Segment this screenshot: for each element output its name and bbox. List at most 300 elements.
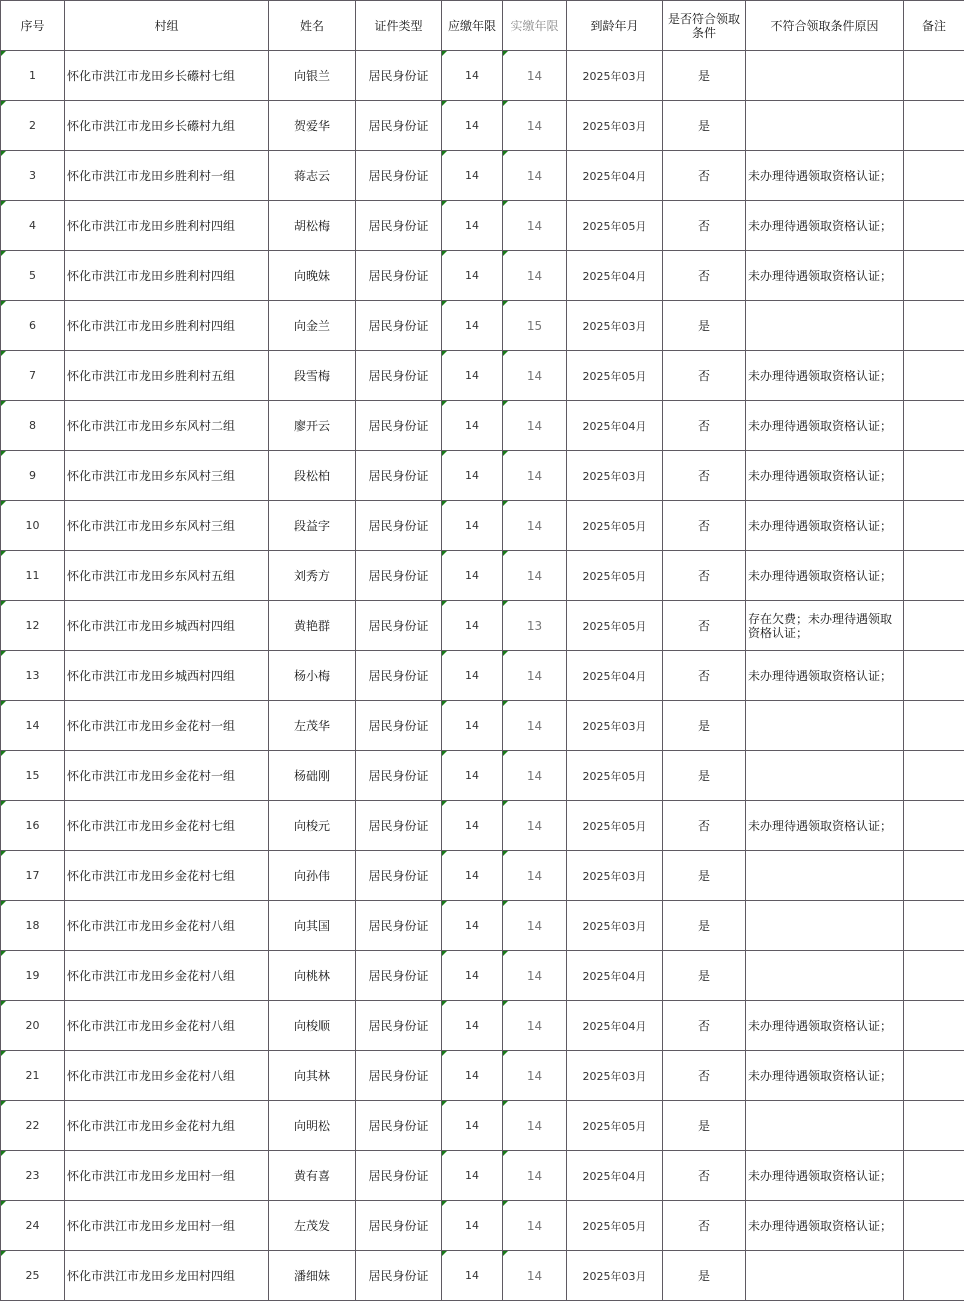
cell-village[interactable] bbox=[65, 351, 269, 401]
cell-serial[interactable] bbox=[1, 851, 65, 901]
cell-village[interactable] bbox=[65, 601, 269, 651]
cell-reason[interactable] bbox=[746, 151, 904, 201]
cell-paid-years[interactable] bbox=[503, 351, 567, 401]
cell-paid-years[interactable] bbox=[503, 201, 567, 251]
cell-required-years[interactable] bbox=[442, 201, 503, 251]
cell-required-years[interactable] bbox=[442, 1001, 503, 1051]
cell-paid-years-text: 14 bbox=[526, 368, 543, 383]
cell-serial[interactable] bbox=[1, 1201, 65, 1251]
cell-id-type[interactable] bbox=[356, 401, 442, 451]
cell-eligible[interactable] bbox=[663, 951, 746, 1001]
cell-village[interactable] bbox=[65, 701, 269, 751]
cell-reason[interactable] bbox=[746, 601, 904, 651]
cell-serial-text: 6 bbox=[29, 319, 36, 332]
cell-id-type[interactable] bbox=[356, 251, 442, 301]
cell-name[interactable] bbox=[269, 451, 356, 501]
cell-id-type[interactable] bbox=[356, 1101, 442, 1151]
cell-eligible[interactable] bbox=[663, 301, 746, 351]
cell-id-type[interactable] bbox=[356, 801, 442, 851]
cell-name[interactable] bbox=[269, 801, 356, 851]
cell-note[interactable] bbox=[904, 1051, 964, 1101]
number-as-text-marker-icon bbox=[1, 101, 6, 106]
cell-note[interactable] bbox=[904, 851, 964, 901]
cell-name[interactable] bbox=[269, 501, 356, 551]
cell-id-type[interactable] bbox=[356, 951, 442, 1001]
cell-age-month[interactable] bbox=[567, 1201, 663, 1251]
cell-eligible[interactable] bbox=[663, 651, 746, 701]
cell-id-type[interactable] bbox=[356, 351, 442, 401]
cell-paid-years[interactable] bbox=[503, 701, 567, 751]
cell-paid-years-text: 14 bbox=[526, 1218, 543, 1233]
cell-village[interactable] bbox=[65, 401, 269, 451]
cell-note[interactable] bbox=[904, 1101, 964, 1151]
cell-name[interactable] bbox=[269, 701, 356, 751]
cell-required-years[interactable] bbox=[442, 1201, 503, 1251]
cell-id-type[interactable] bbox=[356, 701, 442, 751]
cell-paid-years[interactable] bbox=[503, 751, 567, 801]
cell-id-type-text: 居民身份证 bbox=[368, 219, 429, 233]
cell-note[interactable] bbox=[904, 1151, 964, 1201]
cell-id-type[interactable] bbox=[356, 1251, 442, 1301]
cell-reason[interactable] bbox=[746, 401, 904, 451]
cell-eligible[interactable] bbox=[663, 451, 746, 501]
cell-required-years[interactable] bbox=[442, 551, 503, 601]
cell-id-type[interactable] bbox=[356, 751, 442, 801]
cell-serial[interactable] bbox=[1, 451, 65, 501]
cell-eligible[interactable] bbox=[663, 351, 746, 401]
cell-id-type-text: 居民身份证 bbox=[368, 969, 429, 983]
cell-village[interactable] bbox=[65, 201, 269, 251]
cell-name[interactable] bbox=[269, 251, 356, 301]
cell-id-type[interactable] bbox=[356, 601, 442, 651]
cell-note[interactable] bbox=[904, 551, 964, 601]
cell-village[interactable] bbox=[65, 251, 269, 301]
cell-note[interactable] bbox=[904, 251, 964, 301]
cell-village[interactable] bbox=[65, 651, 269, 701]
cell-name[interactable] bbox=[269, 751, 356, 801]
cell-required-years[interactable] bbox=[442, 101, 503, 151]
cell-note[interactable] bbox=[904, 1001, 964, 1051]
cell-age-month[interactable] bbox=[567, 1001, 663, 1051]
table-row bbox=[1, 701, 964, 751]
cell-paid-years[interactable] bbox=[503, 1101, 567, 1151]
cell-serial[interactable] bbox=[1, 51, 65, 101]
cell-paid-years[interactable] bbox=[503, 401, 567, 451]
cell-eligible[interactable] bbox=[663, 701, 746, 751]
table-row bbox=[1, 751, 964, 801]
cell-age-month[interactable] bbox=[567, 1151, 663, 1201]
cell-note[interactable] bbox=[904, 751, 964, 801]
cell-eligible[interactable] bbox=[663, 551, 746, 601]
cell-village-text: 怀化市洪江市龙田乡金花村一组 bbox=[67, 719, 236, 733]
cell-note[interactable] bbox=[904, 1201, 964, 1251]
cell-paid-years[interactable] bbox=[503, 51, 567, 101]
cell-name[interactable] bbox=[269, 851, 356, 901]
cell-required-years[interactable] bbox=[442, 301, 503, 351]
cell-id-type[interactable] bbox=[356, 201, 442, 251]
cell-reason[interactable] bbox=[746, 1201, 904, 1251]
cell-name[interactable] bbox=[269, 401, 356, 451]
cell-required-years[interactable] bbox=[442, 951, 503, 1001]
cell-village[interactable] bbox=[65, 1201, 269, 1251]
cell-note[interactable] bbox=[904, 301, 964, 351]
cell-id-type[interactable] bbox=[356, 101, 442, 151]
cell-id-type[interactable] bbox=[356, 901, 442, 951]
table-row bbox=[1, 1151, 964, 1201]
cell-eligible[interactable] bbox=[663, 1101, 746, 1151]
cell-age-month[interactable] bbox=[567, 1051, 663, 1101]
cell-age-month[interactable] bbox=[567, 101, 663, 151]
cell-required-years[interactable] bbox=[442, 701, 503, 751]
cell-paid-years[interactable] bbox=[503, 551, 567, 601]
cell-serial[interactable] bbox=[1, 751, 65, 801]
cell-required-years[interactable] bbox=[442, 251, 503, 301]
cell-village[interactable] bbox=[65, 801, 269, 851]
cell-eligible[interactable] bbox=[663, 1151, 746, 1201]
cell-required-years-text: 14 bbox=[465, 1069, 479, 1082]
cell-reason[interactable] bbox=[746, 451, 904, 501]
cell-reason-text: 未办理待遇领取资格认证； bbox=[748, 268, 893, 283]
table-row bbox=[1, 801, 964, 851]
cell-name[interactable] bbox=[269, 951, 356, 1001]
cell-paid-years[interactable] bbox=[503, 1151, 567, 1201]
cell-serial[interactable] bbox=[1, 601, 65, 651]
cell-id-type[interactable] bbox=[356, 151, 442, 201]
cell-required-years[interactable] bbox=[442, 1051, 503, 1101]
cell-paid-years[interactable] bbox=[503, 301, 567, 351]
cell-village[interactable] bbox=[65, 101, 269, 151]
header-id-type: 证件类型 bbox=[356, 1, 442, 51]
cell-village[interactable] bbox=[65, 951, 269, 1001]
cell-serial[interactable] bbox=[1, 301, 65, 351]
cell-eligible[interactable] bbox=[663, 1051, 746, 1101]
cell-eligible[interactable] bbox=[663, 251, 746, 301]
cell-village[interactable] bbox=[65, 51, 269, 101]
cell-serial[interactable] bbox=[1, 701, 65, 751]
cell-required-years-text: 14 bbox=[465, 569, 479, 582]
cell-id-type[interactable] bbox=[356, 1001, 442, 1051]
cell-eligible[interactable] bbox=[663, 101, 746, 151]
cell-required-years[interactable] bbox=[442, 1151, 503, 1201]
cell-name[interactable] bbox=[269, 901, 356, 951]
cell-note[interactable] bbox=[904, 801, 964, 851]
cell-age-month[interactable] bbox=[567, 801, 663, 851]
cell-id-type-text: 居民身份证 bbox=[368, 1069, 429, 1083]
cell-id-type-text: 居民身份证 bbox=[368, 269, 429, 283]
cell-age-month[interactable] bbox=[567, 1251, 663, 1301]
cell-serial[interactable] bbox=[1, 501, 65, 551]
cell-village[interactable] bbox=[65, 1151, 269, 1201]
cell-id-type[interactable] bbox=[356, 501, 442, 551]
cell-name[interactable] bbox=[269, 551, 356, 601]
cell-age-month[interactable] bbox=[567, 351, 663, 401]
cell-required-years[interactable] bbox=[442, 901, 503, 951]
cell-reason[interactable] bbox=[746, 651, 904, 701]
cell-note[interactable] bbox=[904, 401, 964, 451]
cell-age-month-text: 2025年03月 bbox=[582, 1269, 647, 1283]
cell-age-month-text: 2025年05月 bbox=[582, 519, 647, 533]
cell-age-month[interactable] bbox=[567, 951, 663, 1001]
cell-serial[interactable] bbox=[1, 551, 65, 601]
cell-note[interactable] bbox=[904, 701, 964, 751]
cell-village[interactable] bbox=[65, 901, 269, 951]
cell-required-years[interactable] bbox=[442, 151, 503, 201]
cell-required-years-text: 14 bbox=[465, 169, 479, 182]
cell-village[interactable] bbox=[65, 1101, 269, 1151]
cell-reason[interactable] bbox=[746, 851, 904, 901]
cell-serial[interactable] bbox=[1, 1101, 65, 1151]
cell-id-type[interactable] bbox=[356, 1051, 442, 1101]
cell-reason[interactable] bbox=[746, 901, 904, 951]
cell-reason[interactable] bbox=[746, 351, 904, 401]
cell-note[interactable] bbox=[904, 151, 964, 201]
cell-serial[interactable] bbox=[1, 901, 65, 951]
cell-name[interactable] bbox=[269, 1101, 356, 1151]
cell-village[interactable] bbox=[65, 751, 269, 801]
cell-note[interactable] bbox=[904, 101, 964, 151]
cell-paid-years[interactable] bbox=[503, 251, 567, 301]
cell-village[interactable] bbox=[65, 451, 269, 501]
cell-id-type[interactable] bbox=[356, 51, 442, 101]
cell-name[interactable] bbox=[269, 1201, 356, 1251]
cell-reason[interactable] bbox=[746, 51, 904, 101]
cell-village[interactable] bbox=[65, 1001, 269, 1051]
cell-required-years[interactable] bbox=[442, 651, 503, 701]
cell-id-type[interactable] bbox=[356, 851, 442, 901]
cell-village[interactable] bbox=[65, 851, 269, 901]
cell-paid-years[interactable] bbox=[503, 501, 567, 551]
cell-id-type[interactable] bbox=[356, 451, 442, 501]
cell-age-month[interactable] bbox=[567, 51, 663, 101]
cell-name[interactable] bbox=[269, 1251, 356, 1301]
cell-id-type[interactable] bbox=[356, 651, 442, 701]
cell-eligible[interactable] bbox=[663, 201, 746, 251]
cell-note[interactable] bbox=[904, 201, 964, 251]
number-as-text-marker-icon bbox=[503, 351, 508, 356]
cell-id-type-text: 居民身份证 bbox=[368, 69, 429, 83]
cell-reason[interactable] bbox=[746, 1101, 904, 1151]
cell-serial-text: 3 bbox=[29, 169, 36, 182]
cell-serial[interactable] bbox=[1, 351, 65, 401]
cell-paid-years[interactable] bbox=[503, 1201, 567, 1251]
cell-serial[interactable] bbox=[1, 801, 65, 851]
cell-paid-years[interactable] bbox=[503, 601, 567, 651]
cell-eligible[interactable] bbox=[663, 851, 746, 901]
number-as-text-marker-icon bbox=[1, 201, 6, 206]
cell-eligible[interactable] bbox=[663, 401, 746, 451]
cell-paid-years-text: 14 bbox=[526, 1268, 543, 1283]
number-as-text-marker-icon bbox=[503, 1101, 508, 1106]
cell-village[interactable] bbox=[65, 1251, 269, 1301]
number-as-text-marker-icon bbox=[1, 801, 6, 806]
cell-serial[interactable] bbox=[1, 651, 65, 701]
cell-reason[interactable] bbox=[746, 201, 904, 251]
cell-required-years-text: 14 bbox=[465, 819, 479, 832]
cell-id-type[interactable] bbox=[356, 1151, 442, 1201]
cell-reason-text: 未办理待遇领取资格认证； bbox=[748, 818, 893, 833]
cell-paid-years[interactable] bbox=[503, 101, 567, 151]
cell-eligible[interactable] bbox=[663, 51, 746, 101]
number-as-text-marker-icon bbox=[1, 851, 6, 856]
cell-eligible[interactable] bbox=[663, 1001, 746, 1051]
cell-serial[interactable] bbox=[1, 101, 65, 151]
cell-paid-years[interactable] bbox=[503, 901, 567, 951]
cell-name-text: 胡松梅 bbox=[293, 219, 330, 233]
cell-reason[interactable] bbox=[746, 1051, 904, 1101]
cell-paid-years[interactable] bbox=[503, 151, 567, 201]
cell-eligible-text: 是 bbox=[697, 1119, 710, 1133]
cell-serial[interactable] bbox=[1, 1051, 65, 1101]
cell-name[interactable] bbox=[269, 351, 356, 401]
cell-reason[interactable] bbox=[746, 251, 904, 301]
cell-name[interactable] bbox=[269, 1051, 356, 1101]
cell-reason[interactable] bbox=[746, 1151, 904, 1201]
cell-age-month[interactable] bbox=[567, 601, 663, 651]
cell-name[interactable] bbox=[269, 101, 356, 151]
number-as-text-marker-icon bbox=[1, 1151, 6, 1156]
cell-reason[interactable] bbox=[746, 1251, 904, 1301]
cell-required-years[interactable] bbox=[442, 351, 503, 401]
cell-required-years-text: 14 bbox=[465, 669, 479, 682]
cell-age-month[interactable] bbox=[567, 551, 663, 601]
cell-serial[interactable] bbox=[1, 401, 65, 451]
cell-reason[interactable] bbox=[746, 951, 904, 1001]
cell-required-years[interactable] bbox=[442, 601, 503, 651]
cell-note[interactable] bbox=[904, 651, 964, 701]
cell-serial[interactable] bbox=[1, 1251, 65, 1301]
cell-eligible[interactable] bbox=[663, 751, 746, 801]
cell-required-years[interactable] bbox=[442, 801, 503, 851]
cell-required-years[interactable] bbox=[442, 1251, 503, 1301]
cell-required-years[interactable] bbox=[442, 751, 503, 801]
cell-village[interactable] bbox=[65, 501, 269, 551]
cell-paid-years[interactable] bbox=[503, 451, 567, 501]
cell-eligible[interactable] bbox=[663, 601, 746, 651]
header-reason: 不符合领取条件原因 bbox=[746, 1, 904, 51]
cell-name[interactable] bbox=[269, 301, 356, 351]
cell-eligible-text: 否 bbox=[697, 519, 710, 533]
cell-age-month[interactable] bbox=[567, 151, 663, 201]
cell-required-years[interactable] bbox=[442, 451, 503, 501]
cell-name[interactable] bbox=[269, 1151, 356, 1201]
cell-paid-years[interactable] bbox=[503, 951, 567, 1001]
cell-reason[interactable] bbox=[746, 301, 904, 351]
cell-age-month[interactable] bbox=[567, 401, 663, 451]
cell-note[interactable] bbox=[904, 1251, 964, 1301]
number-as-text-marker-icon bbox=[442, 1051, 447, 1056]
cell-note[interactable] bbox=[904, 901, 964, 951]
cell-serial[interactable] bbox=[1, 1151, 65, 1201]
cell-serial[interactable] bbox=[1, 151, 65, 201]
cell-serial-text: 13 bbox=[25, 669, 40, 682]
cell-age-month[interactable] bbox=[567, 501, 663, 551]
cell-village[interactable] bbox=[65, 551, 269, 601]
cell-id-type[interactable] bbox=[356, 551, 442, 601]
cell-serial[interactable] bbox=[1, 951, 65, 1001]
cell-serial[interactable] bbox=[1, 201, 65, 251]
cell-paid-years[interactable] bbox=[503, 1251, 567, 1301]
cell-eligible[interactable] bbox=[663, 1201, 746, 1251]
cell-reason[interactable] bbox=[746, 501, 904, 551]
cell-paid-years[interactable] bbox=[503, 851, 567, 901]
cell-age-month[interactable] bbox=[567, 751, 663, 801]
cell-eligible-text: 否 bbox=[697, 569, 710, 583]
cell-note[interactable] bbox=[904, 451, 964, 501]
cell-name[interactable] bbox=[269, 651, 356, 701]
cell-name[interactable] bbox=[269, 601, 356, 651]
cell-eligible[interactable] bbox=[663, 801, 746, 851]
cell-name[interactable] bbox=[269, 151, 356, 201]
cell-village[interactable] bbox=[65, 151, 269, 201]
cell-reason[interactable] bbox=[746, 101, 904, 151]
cell-reason[interactable] bbox=[746, 801, 904, 851]
cell-eligible[interactable] bbox=[663, 1251, 746, 1301]
cell-eligible[interactable] bbox=[663, 901, 746, 951]
number-as-text-marker-icon bbox=[1, 951, 6, 956]
cell-paid-years[interactable] bbox=[503, 1051, 567, 1101]
cell-reason[interactable] bbox=[746, 751, 904, 801]
cell-name[interactable] bbox=[269, 1001, 356, 1051]
cell-age-month-text: 2025年04月 bbox=[582, 1019, 647, 1033]
cell-age-month[interactable] bbox=[567, 651, 663, 701]
cell-age-month[interactable] bbox=[567, 901, 663, 951]
cell-reason[interactable] bbox=[746, 701, 904, 751]
cell-age-month[interactable] bbox=[567, 451, 663, 501]
cell-name[interactable] bbox=[269, 201, 356, 251]
cell-note[interactable] bbox=[904, 51, 964, 101]
cell-note[interactable] bbox=[904, 351, 964, 401]
cell-age-month[interactable] bbox=[567, 851, 663, 901]
cell-id-type[interactable] bbox=[356, 1201, 442, 1251]
cell-note[interactable] bbox=[904, 951, 964, 1001]
cell-age-month[interactable] bbox=[567, 251, 663, 301]
cell-reason[interactable] bbox=[746, 1001, 904, 1051]
cell-id-type[interactable] bbox=[356, 301, 442, 351]
cell-age-month[interactable] bbox=[567, 1101, 663, 1151]
cell-paid-years[interactable] bbox=[503, 1001, 567, 1051]
cell-id-type-text: 居民身份证 bbox=[368, 819, 429, 833]
cell-village[interactable] bbox=[65, 1051, 269, 1101]
cell-village[interactable] bbox=[65, 301, 269, 351]
cell-name[interactable] bbox=[269, 51, 356, 101]
cell-name-text: 向明松 bbox=[293, 1119, 330, 1133]
cell-age-month[interactable] bbox=[567, 701, 663, 751]
cell-required-years[interactable] bbox=[442, 501, 503, 551]
cell-note[interactable] bbox=[904, 601, 964, 651]
cell-eligible[interactable] bbox=[663, 501, 746, 551]
cell-required-years[interactable] bbox=[442, 851, 503, 901]
cell-reason-text: 未办理待遇领取资格认证； bbox=[748, 468, 893, 483]
cell-required-years[interactable] bbox=[442, 1101, 503, 1151]
table-row bbox=[1, 201, 964, 251]
cell-required-years[interactable] bbox=[442, 51, 503, 101]
cell-eligible[interactable] bbox=[663, 151, 746, 201]
cell-id-type-text: 居民身份证 bbox=[368, 1019, 429, 1033]
header-note: 备注 bbox=[904, 1, 964, 51]
cell-serial[interactable] bbox=[1, 251, 65, 301]
cell-village-text: 怀化市洪江市龙田乡金花村八组 bbox=[67, 919, 236, 933]
cell-reason[interactable] bbox=[746, 551, 904, 601]
cell-village-text: 怀化市洪江市龙田乡胜利村一组 bbox=[67, 169, 236, 183]
cell-village-text: 怀化市洪江市龙田乡胜利村四组 bbox=[67, 269, 236, 283]
cell-paid-years[interactable] bbox=[503, 651, 567, 701]
cell-age-month[interactable] bbox=[567, 201, 663, 251]
cell-required-years[interactable] bbox=[442, 401, 503, 451]
cell-paid-years[interactable] bbox=[503, 801, 567, 851]
cell-age-month[interactable] bbox=[567, 301, 663, 351]
cell-note[interactable] bbox=[904, 501, 964, 551]
cell-serial[interactable] bbox=[1, 1001, 65, 1051]
